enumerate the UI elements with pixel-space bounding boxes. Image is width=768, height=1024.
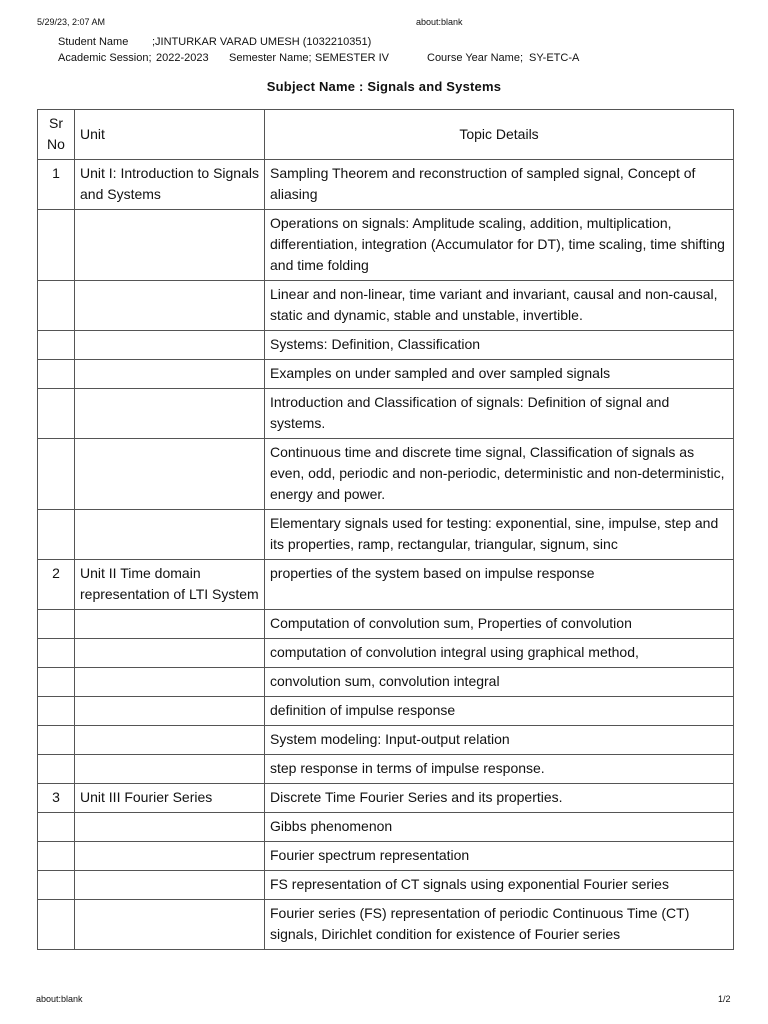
print-header-url: about:blank (416, 17, 463, 27)
sr-no-cell (38, 668, 75, 697)
sr-no-cell (38, 389, 75, 439)
topic-cell: System modeling: Input-output relation (265, 726, 734, 755)
table-row (38, 389, 734, 439)
topic-cell: Linear and non-linear, time variant and invariant, causal and non-causal, static and dynamic, stable and unstable, invertible. (265, 281, 734, 331)
sr-no-cell (38, 510, 75, 560)
topic-cell: Introduction and Classification of signals: Definition of signal and systems. (265, 389, 734, 439)
sr-no-cell (38, 813, 75, 842)
table-row (38, 726, 734, 755)
topic-cell: computation of convolution integral using graphical method, (265, 639, 734, 668)
table-row (38, 900, 734, 950)
unit-cell (75, 281, 265, 331)
sr-no-cell (38, 210, 75, 281)
unit-cell (75, 813, 265, 842)
table-row (38, 560, 734, 610)
sr-no-cell (38, 639, 75, 668)
course-label: Course Year Name; (427, 52, 523, 64)
topic-cell: Fourier spectrum representation (265, 842, 734, 871)
table-row (38, 610, 734, 639)
unit-cell (75, 389, 265, 439)
unit-cell: Unit III Fourier Series (75, 784, 265, 813)
table-row (38, 784, 734, 813)
topic-cell: definition of impulse response (265, 697, 734, 726)
unit-cell (75, 510, 265, 560)
subject-title: Subject Name : Signals and Systems (266, 79, 502, 94)
sr-no-cell (38, 360, 75, 389)
sr-no-cell (38, 610, 75, 639)
topic-cell: Gibbs phenomenon (265, 813, 734, 842)
table-row (38, 281, 734, 331)
semester-value: SEMESTER IV (315, 52, 389, 64)
unit-cell (75, 697, 265, 726)
table-row (38, 160, 734, 210)
sr-no-cell: 2 (38, 560, 75, 610)
unit-cell (75, 639, 265, 668)
session-value: 2022-2023 (156, 52, 209, 64)
table-row (38, 755, 734, 784)
sr-no-cell (38, 726, 75, 755)
unit-cell (75, 668, 265, 697)
table-row (38, 813, 734, 842)
header-unit: Unit (75, 110, 265, 160)
table-row (38, 510, 734, 560)
topic-cell: step response in terms of impulse response. (265, 755, 734, 784)
header-topic-details: Topic Details (265, 110, 734, 160)
session-label: Academic Session; (58, 52, 152, 64)
sr-no-cell: 1 (38, 160, 75, 210)
table-row (38, 360, 734, 389)
sr-no-cell (38, 755, 75, 784)
print-footer-url: about:blank (36, 994, 83, 1004)
table-row (38, 439, 734, 510)
unit-cell (75, 900, 265, 950)
table-row (38, 871, 734, 900)
table-row (38, 697, 734, 726)
unit-cell: Unit I: Introduction to Signals and Systems (75, 160, 265, 210)
unit-cell (75, 610, 265, 639)
table-row (38, 210, 734, 281)
topics-table (37, 109, 734, 950)
topic-cell: properties of the system based on impulse response (265, 560, 734, 610)
student-name-value: ;JINTURKAR VARAD UMESH (1032210351) (152, 36, 372, 48)
student-name-label: Student Name (58, 36, 129, 48)
unit-cell (75, 210, 265, 281)
unit-cell (75, 726, 265, 755)
table-row (38, 668, 734, 697)
sr-no-cell (38, 697, 75, 726)
semester-label: Semester Name; (229, 52, 312, 64)
topic-cell: Elementary signals used for testing: exponential, sine, impulse, step and its properties, ramp, rectangular, triangular, signum, sinc (265, 510, 734, 560)
print-page-number: 1/2 (718, 994, 731, 1004)
topic-cell: Discrete Time Fourier Series and its properties. (265, 784, 734, 813)
topic-cell: Systems: Definition, Classification (265, 331, 734, 360)
topic-cell: Continuous time and discrete time signal, Classification of signals as even, odd, periodic and non-periodic, deterministic and non-deterministic, energy and power. (265, 439, 734, 510)
topic-cell: Sampling Theorem and reconstruction of sampled signal, Concept of aliasing (265, 160, 734, 210)
table-body (38, 160, 734, 950)
topic-cell: Fourier series (FS) representation of periodic Continuous Time (CT) signals, Dirichlet condition for existence of Fourier series (265, 900, 734, 950)
print-datetime: 5/29/23, 2:07 AM (37, 17, 106, 27)
unit-cell (75, 439, 265, 510)
topic-cell: convolution sum, convolution integral (265, 668, 734, 697)
sr-no-cell: 3 (38, 784, 75, 813)
table-row (38, 842, 734, 871)
topic-cell: FS representation of CT signals using exponential Fourier series (265, 871, 734, 900)
unit-cell: Unit II Time domain representation of LTI System (75, 560, 265, 610)
sr-no-cell (38, 281, 75, 331)
table-row (38, 639, 734, 668)
unit-cell (75, 331, 265, 360)
unit-cell (75, 360, 265, 389)
unit-cell (75, 842, 265, 871)
topic-cell: Operations on signals: Amplitude scaling, addition, multiplication, differentiation, integration (Accumulator for DT), time scaling, time shifting and time folding (265, 210, 734, 281)
sr-no-cell (38, 439, 75, 510)
unit-cell (75, 871, 265, 900)
topic-cell: Examples on under sampled and over sampled signals (265, 360, 734, 389)
sr-no-cell (38, 331, 75, 360)
sr-no-cell (38, 842, 75, 871)
sr-no-cell (38, 871, 75, 900)
topic-cell: Computation of convolution sum, Properties of convolution (265, 610, 734, 639)
course-value: SY-ETC-A (529, 52, 580, 64)
header-sr-no: Sr No (38, 110, 75, 160)
sr-no-cell (38, 900, 75, 950)
table-header-row (38, 110, 734, 160)
table-row (38, 331, 734, 360)
unit-cell (75, 755, 265, 784)
